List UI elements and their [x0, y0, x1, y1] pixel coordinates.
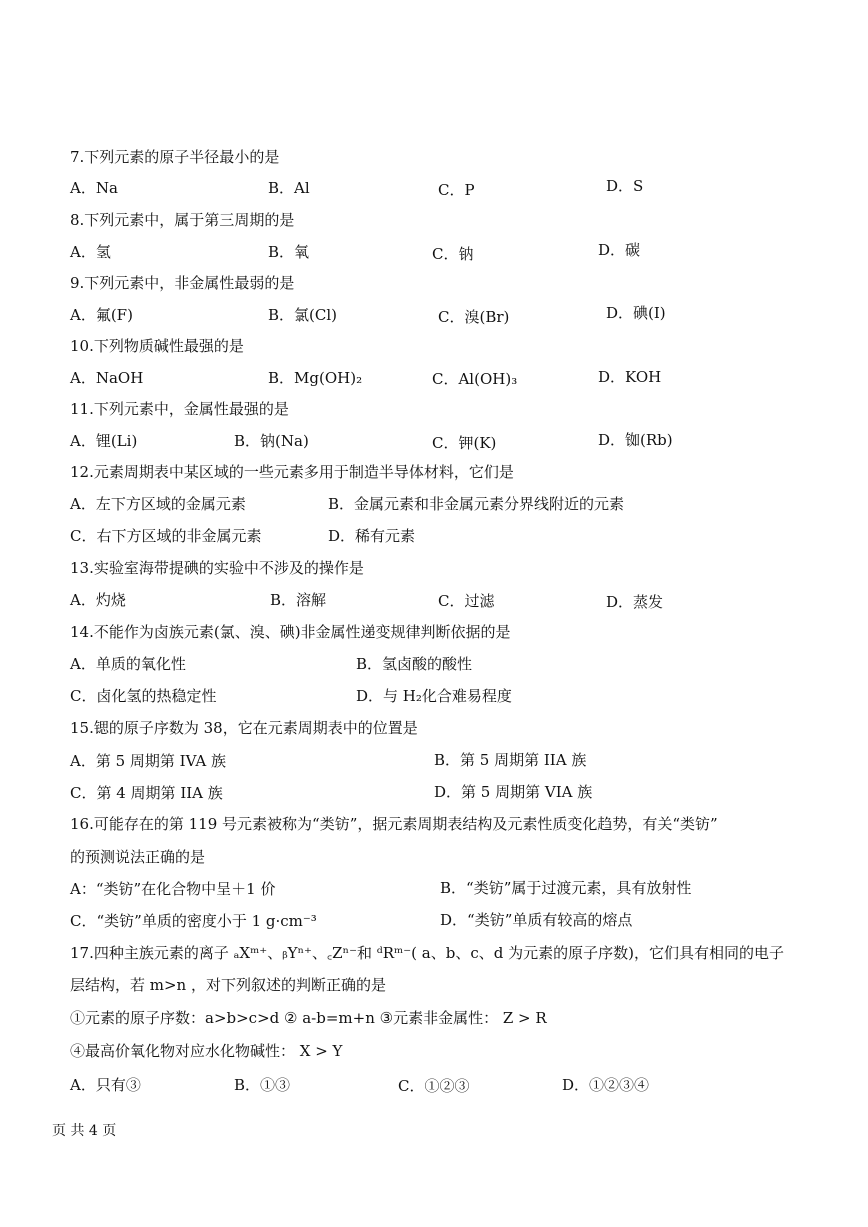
- question-13-option-c: C．过滤: [438, 592, 495, 610]
- question-14-stem: 14.不能作为卤族元素(氯、溴、碘)非金属性递变规律判断依据的是: [70, 623, 511, 641]
- question-9-option-b: B．氯(Cl): [268, 306, 338, 324]
- question-17-stem-line-2: 层结构，若 m>n ，对下列叙述的判断正确的是: [70, 976, 386, 994]
- question-15-stem: 15.锶的原子序数为 38，它在元素周期表中的位置是: [70, 719, 418, 737]
- question-10-option-b: B．Mg(OH)₂: [268, 369, 363, 387]
- question-16-stem-line-2: 的预测说法正确的是: [70, 848, 206, 866]
- question-17-option-d: D．①②③④: [562, 1076, 650, 1094]
- question-7-option-b: B．Al: [268, 179, 310, 197]
- question-17-option-c: C．①②③: [398, 1077, 470, 1095]
- question-8-option-a: A．氢: [70, 243, 111, 261]
- question-16-option-a: A：“类钫”在化合物中呈＋1 价: [70, 880, 276, 898]
- question-11-stem: 11.下列元素中，金属性最强的是: [70, 400, 289, 418]
- question-17-stem: 17.四种主族元素的离子 ₐXᵐ⁺、ᵦYⁿ⁺、꜀Zⁿ⁻和 ᵈRᵐ⁻( a、b、c、d 为元素的原子序数)，它们具有相同的电子: [70, 944, 784, 962]
- question-16-option-b: B．“类钫”属于过渡元素，具有放射性: [440, 879, 692, 897]
- question-17-statement-4: ④最高价氧化物对应水化物碱性： X > Y: [70, 1042, 343, 1060]
- question-14-option-c: C．卤化氢的热稳定性: [70, 687, 217, 705]
- question-8-option-b: B．氧: [268, 243, 310, 261]
- question-11-option-b: B．钠(Na): [234, 432, 309, 450]
- question-17-option-b: B．①③: [234, 1076, 291, 1094]
- question-8-option-c: C．钠: [432, 245, 474, 263]
- question-8-option-d: D．碳: [598, 241, 641, 259]
- question-7-option-a: A．Na: [70, 179, 118, 197]
- question-15-option-b: B．第 5 周期第 IIA 族: [434, 751, 587, 769]
- question-13-option-b: B．溶解: [270, 591, 327, 609]
- question-12-stem: 12.元素周期表中某区域的一些元素多用于制造半导体材料，它们是: [70, 463, 514, 481]
- question-14-option-a: A．单质的氧化性: [70, 655, 186, 673]
- question-12-option-d: D．稀有元素: [328, 527, 416, 545]
- question-16-option-d: D．“类钫”单质有较高的熔点: [440, 911, 633, 929]
- question-12-option-c: C．右下方区域的非金属元素: [70, 527, 262, 545]
- question-13-stem: 13.实验室海带提碘的实验中不涉及的操作是: [70, 559, 364, 577]
- question-7-option-c: C．P: [438, 181, 475, 199]
- question-10-option-c: C．Al(OH)₃: [432, 370, 518, 388]
- question-7-option-d: D．S: [606, 177, 644, 195]
- question-9-option-c: C．溴(Br): [438, 308, 510, 326]
- question-12-option-a: A．左下方区域的金属元素: [70, 495, 246, 513]
- question-13-option-a: A．灼烧: [70, 591, 126, 609]
- question-15-option-a: A．第 5 周期第 IVA 族: [70, 752, 227, 770]
- question-10-option-d: D．KOH: [598, 368, 662, 386]
- question-15-option-c: C．第 4 周期第 IIA 族: [70, 784, 223, 802]
- question-11-option-d: D．铷(Rb): [598, 431, 673, 449]
- question-16-stem: 16.可能存在的第 119 号元素被称为“类钫”，据元素周期表结构及元素性质变化趋势，有关“类钫”: [70, 815, 718, 833]
- question-7-stem: 7.下列元素的原子半径最小的是: [70, 148, 280, 166]
- question-8-stem: 8.下列元素中，属于第三周期的是: [70, 211, 295, 229]
- question-17-option-a: A．只有③: [70, 1076, 141, 1094]
- question-11-option-a: A．锂(Li): [70, 432, 138, 450]
- question-14-option-d: D．与 H₂化合难易程度: [356, 687, 512, 705]
- question-10-stem: 10.下列物质碱性最强的是: [70, 337, 244, 355]
- question-11-option-c: C．钾(K): [432, 434, 497, 452]
- question-9-option-d: D．碘(I): [606, 304, 666, 322]
- question-16-option-c: C．“类钫”单质的密度小于 1 g·cm⁻³: [70, 912, 317, 930]
- question-17-statements-1-3: ①元素的原子序数：a>b>c>d ② a-b=m+n ③元素非金属性： Z > R: [70, 1009, 547, 1027]
- question-14-option-b: B．氢卤酸的酸性: [356, 655, 473, 673]
- question-9-option-a: A．氟(F): [70, 306, 133, 324]
- question-10-option-a: A．NaOH: [70, 369, 144, 387]
- question-15-option-d: D．第 5 周期第 VIA 族: [434, 783, 593, 801]
- page-footer: 页 共 4 页: [52, 1123, 117, 1139]
- question-9-stem: 9.下列元素中，非金属性最弱的是: [70, 274, 295, 292]
- question-13-option-d: D．蒸发: [606, 593, 664, 611]
- question-12-option-b: B．金属元素和非金属元素分界线附近的元素: [328, 495, 625, 513]
